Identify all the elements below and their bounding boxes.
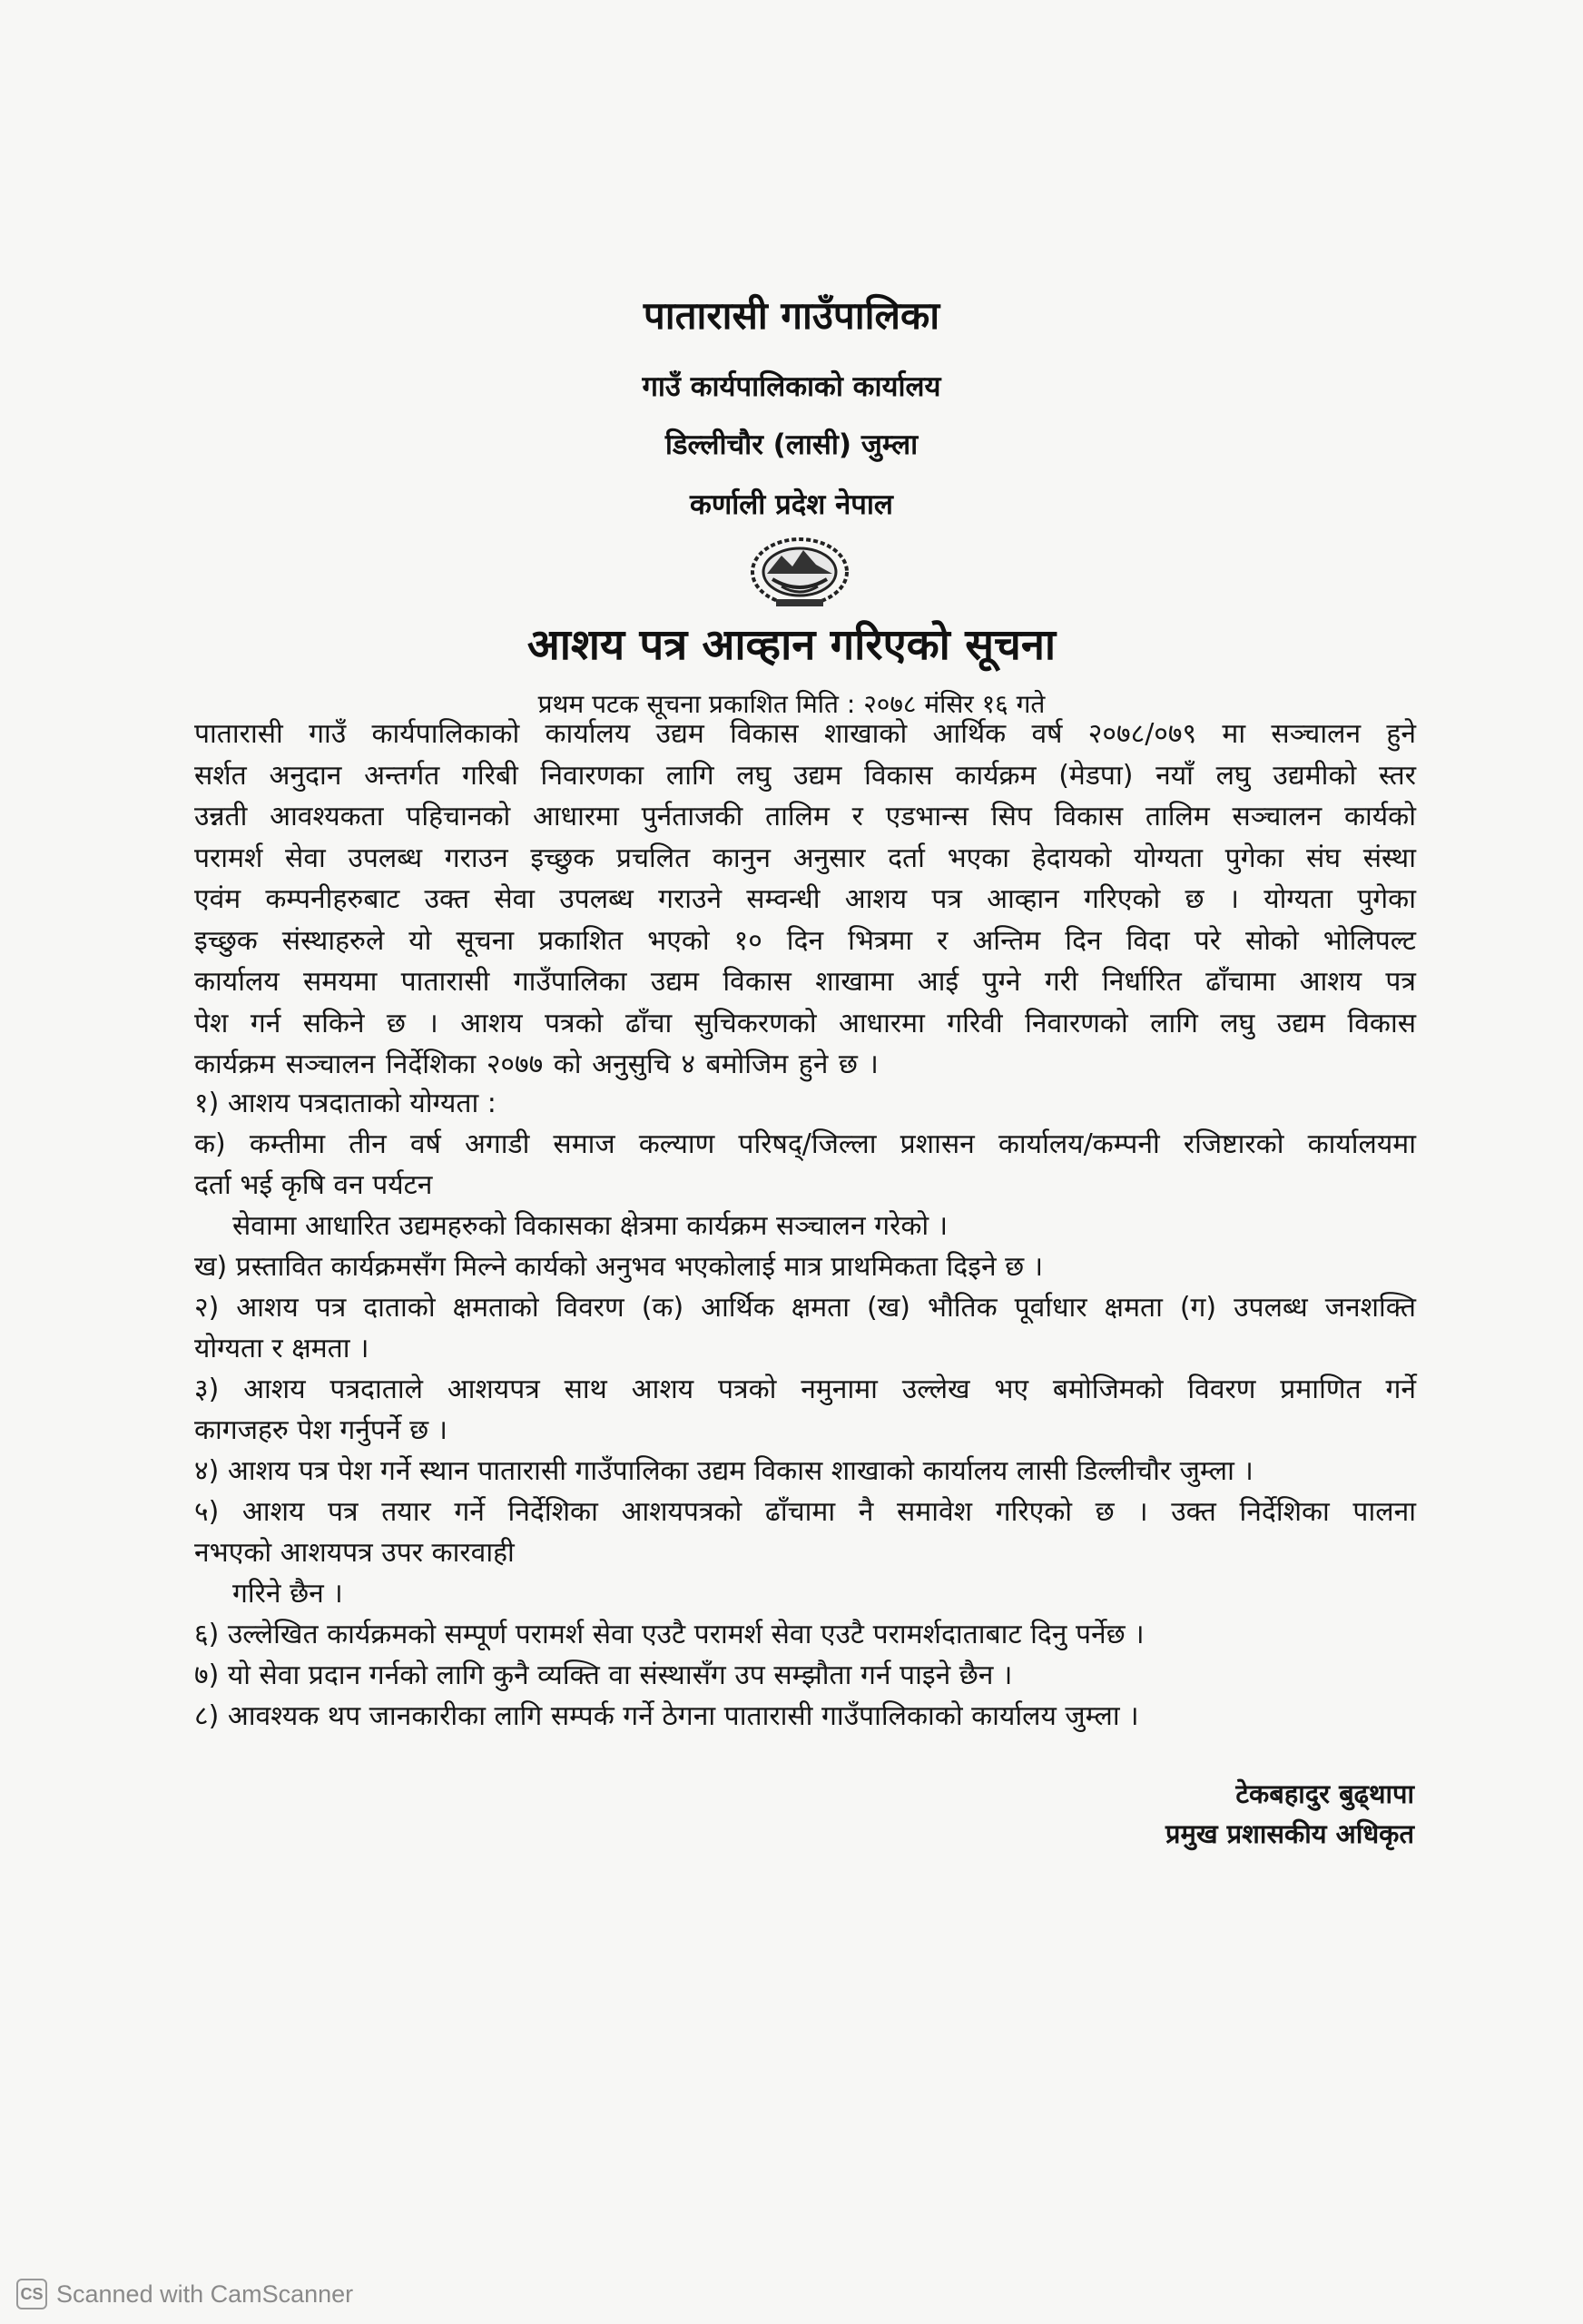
nepal-government-emblem-icon (745, 532, 854, 610)
paragraph-line: पातारासी गाउँ कार्यपालिकाको कार्यालय उद्यम विकास शाखाको आर्थिक वर्ष २०७८/०७९ मा सञ्चालन हुने (194, 718, 1416, 750)
item-4: ४) आशय पत्र पेश गर्ने स्थान पातारासी गाउँपालिका उद्यम विकास शाखाको कार्यालय लासी डिल्लीचौर जुम्ला । (194, 1455, 1254, 1487)
paragraph-line: पेश गर्न सकिने छ । आशय पत्रको ढाँचा सुचिकरणको आधारमा गरिवी निवारणको लागि लघु उद्यम विकास (194, 1007, 1416, 1039)
item-k-line: क) कम्तीमा तीन वर्ष अगाडी समाज कल्याण परिषद्/जिल्ला प्रशासन कार्यालय/कम्पनी रजिष्टारको कार्यालयमा (194, 1128, 1416, 1160)
publish-date: प्रथम पटक सूचना प्रकाशित मिति : २०७८ मंसिर १६ गते (537, 689, 1046, 719)
item-kha: ख) प्रस्तावित कार्यक्रमसँग मिल्ने कार्यको अनुभव भएकोलाई मात्र प्राथमिकता दिइने छ । (194, 1251, 1044, 1283)
item-k-line: दर्ता भई कृषि वन पर्यटन (194, 1169, 433, 1201)
camscanner-watermark (16, 2276, 353, 2312)
item-1-heading: १) आशय पत्रदाताको योग्यता : (194, 1088, 497, 1119)
item-7: ७) यो सेवा प्रदान गर्नको लागि कुनै व्यक्ति वा संस्थासँग उप सम्झौता गर्न पाइने छैन । (194, 1659, 1013, 1691)
item-3-line: कागजहरु पेश गर्नुपर्ने छ । (194, 1414, 448, 1446)
item-2-line: २) आशय पत्र दाताको क्षमताको विवरण (क) आर्थिक क्षमता (ख) भौतिक पूर्वाधार क्षमता (ग) उपलब्ध जनशक्ति (194, 1292, 1416, 1324)
paragraph-line: कार्यालय समयमा पातारासी गाउँपालिका उद्यम विकास शाखामा आई पुग्ने गरी निर्धारित ढाँचामा आशय पत्र (194, 966, 1416, 998)
notice-paragraph (194, 714, 1416, 1086)
item-k-line: सेवामा आधारित उद्यमहरुको विकासका क्षेत्रमा कार्यक्रम सञ्चालन गरेको । (232, 1210, 949, 1242)
organization-name: पातारासी गाउँपालिका (643, 293, 940, 338)
signatory-designation: प्रमुख प्रशासकीय अधिकृत (1165, 1818, 1414, 1849)
notice-items (194, 1083, 1416, 1737)
item-6: ६) उल्लेखित कार्यक्रमको सम्पूर्ण परामर्श सेवा एउटै परामर्श सेवा एउटै परामर्शदाताबाट दिनु पर्नेछ । (194, 1619, 1145, 1650)
item-5-line: गरिने छैन । (232, 1578, 343, 1610)
signatory-name: टेकबहादुर बुढ्थापा (1235, 1778, 1414, 1809)
paragraph-line: परामर्श सेवा उपलब्ध गराउन इच्छुक प्रचलित कानुन अनुसार दर्ता भएका हेदायको योग्यता पुगेका संघ संस्था (194, 842, 1416, 874)
camscanner-logo-icon: CS (16, 2279, 47, 2309)
item-5-line: नभएको आशयपत्र उपर कारवाही (194, 1537, 515, 1569)
paragraph-line: सर्शत अनुदान अन्तर्गत गरिबी निवारणका लागि लघु उद्यम विकास कार्यक्रम (मेडपा) नयाँ लघु उद्यमीको स्तर (194, 759, 1416, 792)
camscanner-watermark-text: Scanned with CamScanner (56, 2280, 354, 2308)
item-2-line: योग्यता र क्षमता । (194, 1333, 369, 1364)
office-name: गाउँ कार्यपालिकाको कार्यालय (642, 370, 941, 403)
paragraph-line: इच्छुक संस्थाहरुले यो सूचना प्रकाशित भएको १० दिन भित्रमा र अन्तिम दिन विदा परे सोको भोलिपल्ट (194, 924, 1416, 957)
item-3-line: ३) आशय पत्रदाताले आशयपत्र साथ आशय पत्रको नमुनामा उल्लेख भए बमोजिमको विवरण प्रमाणित गर्ने (194, 1374, 1416, 1405)
notice-title: आशय पत्र आव्हान गरिएको सूचना (526, 620, 1057, 670)
paragraph-line: उन्नती आवश्यकता पहिचानको आधारमा पुर्नताजकी तालिम र एडभान्स सिप विकास तालिम सञ्चालन कार्यको (194, 801, 1416, 832)
province-name: कर्णाली प्रदेश नेपाल (690, 488, 893, 521)
paragraph-line: कार्यक्रम सञ्चालन निर्देशिका २०७७ को अनुसुचि ४ बमोजिम हुने छ । (194, 1049, 879, 1080)
item-5-line: ५) आशय पत्र तयार गर्ने निर्देशिका आशयपत्रको ढाँचामा नै समावेश गरिएको छ । उक्त निर्देशिका पालना (194, 1496, 1416, 1528)
item-8: ८) आवश्यक थप जानकारीका लागि सम्पर्क गर्ने ठेगना पातारासी गाउँपालिकाको कार्यालय जुम्ला । (194, 1700, 1139, 1732)
paragraph-line: एवंम कम्पनीहरुबाट उक्त सेवा उपलब्ध गराउने सम्वन्धी आशय पत्र आव्हान गरिएको छ । योग्यता पुगेका (194, 883, 1416, 915)
office-location: डिल्लीचौर (लासी) जुम्ला (664, 428, 919, 461)
